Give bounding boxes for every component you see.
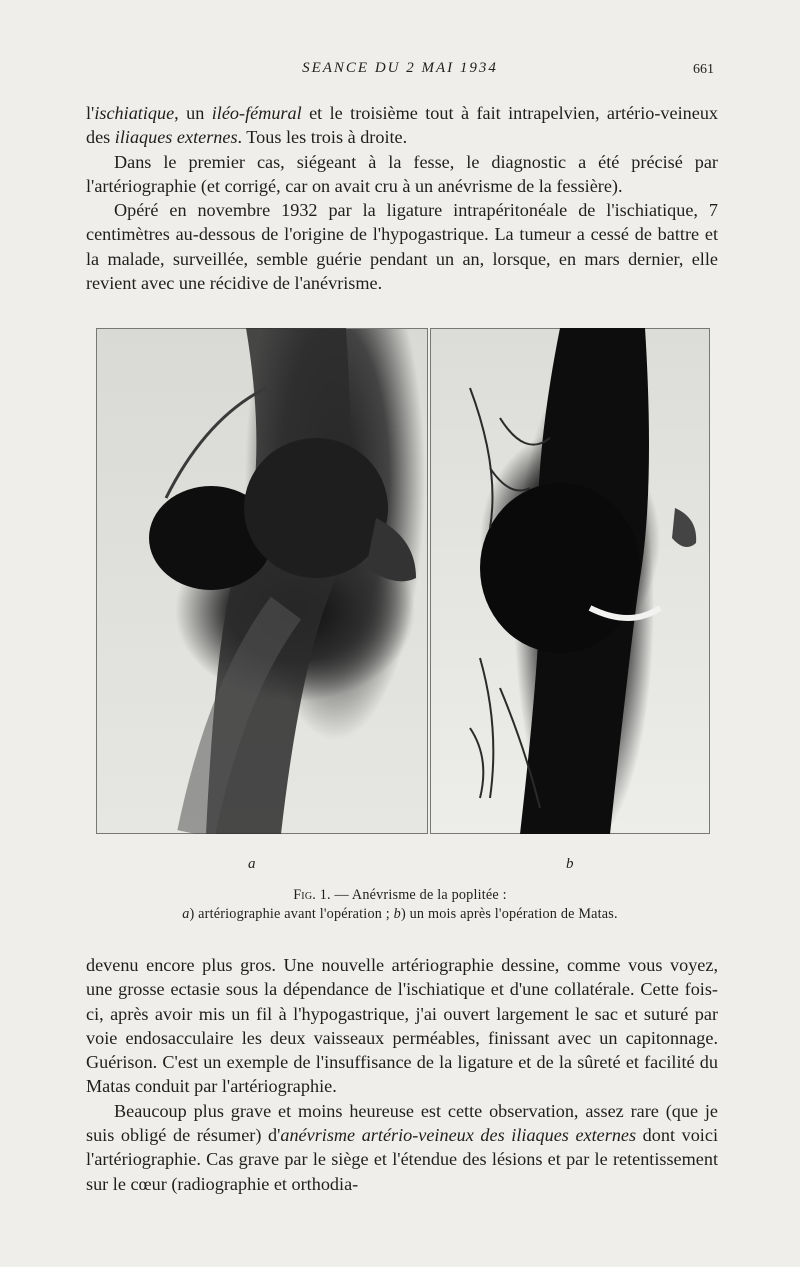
text-run: et le troisième tout à fait intrapelvien, artério-veineux des: [86, 103, 719, 148]
paragraph-5: [86, 1099, 718, 1196]
paragraph-2: Dans le premier cas, siégeant à la fesse, le diagnostic a été précisé par l'artériographie (et corrigé, car on avait cru à un anévrisme de la fessière).: [86, 151, 718, 196]
figure-label-b: b: [566, 856, 574, 872]
text-block-bottom: [86, 953, 718, 1196]
running-head: [0, 60, 800, 84]
radiograph-a: [96, 328, 428, 834]
text-run: . Tous les trois à droite.: [237, 127, 408, 148]
caption-a-text: ) artériographie avant l'opération ;: [189, 906, 394, 922]
paragraph-4: devenu encore plus gros. Une nouvelle artériographie dessine, comme vous voyez, une grosse ectasie sous la dépendance de l'ischiatique et d'une collatérale. Cette fois-ci, après avoir mis un fil à l'hypogastrique, j'ai ouvert largement le sac et suturé par voie endosacculaire les deux vaisseaux perméables, finissant avec un capitonnage. Guérison. C'est un exemple de l'insuffisance de la ligature et de la sûreté et facilité du Matas conduit par l'artériographie.: [86, 955, 718, 1097]
caption-a-letter: a: [182, 906, 190, 922]
italic-term: anévrisme artério-veineux des iliaques externes: [280, 1125, 637, 1146]
italic-term: iliaques externes: [114, 127, 238, 148]
caption-b-letter: b: [393, 906, 401, 922]
radiograph-b-image: [430, 328, 710, 834]
figure-radiographs: [96, 328, 710, 834]
caption-title: — Anévrisme de la poplitée :: [330, 887, 507, 903]
text-run: dont voici l'artériographie. Cas grave par le siège et l'étendue des lésions et par le retentissement sur le cœur (radiographie et orthodia-: [86, 1125, 718, 1194]
radiograph-a-image: [96, 328, 428, 834]
paragraph-3: Opéré en novembre 1932 par la ligature intrapéritonéale de l'ischiatique, 7 centimètres au-dessous de l'origine de l'hypogastrique. La tumeur a cessé de battre et la malade, surveillée, semble guérie pendant un an, lorsque, en mars dernier, elle revient avec une récidive de l'anévrisme.: [86, 200, 718, 294]
figure-caption: [80, 886, 720, 924]
caption-b-text: ) un mois après l'opération de Matas.: [400, 906, 618, 922]
page-number: 661: [693, 62, 714, 77]
caption-line-2: [80, 905, 720, 924]
caption-line-1: [80, 886, 720, 905]
italic-term: iléo-fémural: [211, 103, 302, 123]
caption-fig-label: Fig. 1.: [293, 887, 331, 903]
text-run: , un: [174, 103, 212, 123]
paragraph-1: [86, 101, 718, 150]
figure-label-a: a: [248, 856, 256, 872]
running-title: SEANCE DU 2 MAI 1934: [302, 60, 498, 76]
italic-term: ischiatique: [94, 103, 175, 123]
text-run: l': [86, 103, 95, 123]
radiograph-b: [430, 328, 710, 834]
text-run: Beaucoup plus grave et moins heureuse est cette observation, assez rare (que je suis obligé de résumer) d': [86, 1100, 718, 1146]
text-block-top: [86, 101, 718, 295]
